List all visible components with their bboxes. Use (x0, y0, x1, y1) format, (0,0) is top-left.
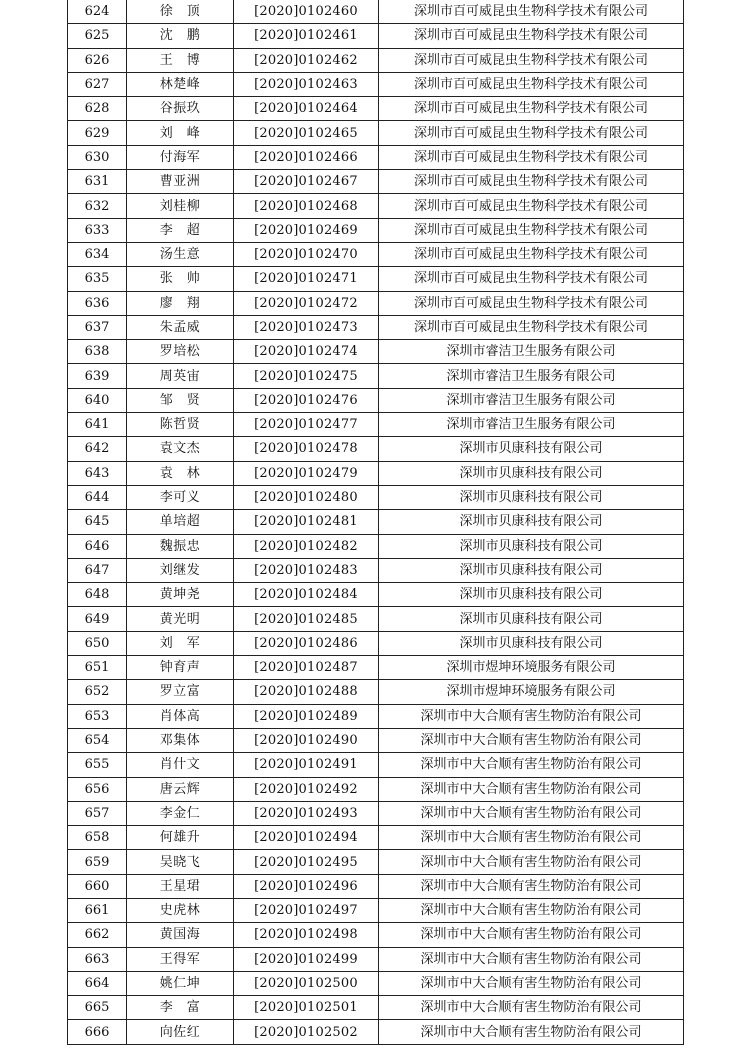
serial-number-cell: 632 (68, 194, 127, 218)
serial-number-cell: 662 (68, 923, 127, 947)
certificate-number-cell: [2020]0102485 (234, 607, 379, 631)
name-cell: 付海军 (127, 145, 234, 169)
table-row (68, 97, 684, 121)
company-cell: 深圳市中大合顺有害生物防治有限公司 (379, 947, 684, 971)
company-cell: 深圳市中大合顺有害生物防治有限公司 (379, 728, 684, 752)
name-cell: 李 富 (127, 996, 234, 1020)
serial-number-cell: 647 (68, 558, 127, 582)
table-row (68, 364, 684, 388)
company-cell: 深圳市百可威昆虫生物科学技术有限公司 (379, 0, 684, 24)
company-cell: 深圳市中大合顺有害生物防治有限公司 (379, 898, 684, 922)
table-row (68, 801, 684, 825)
name-cell: 张 帅 (127, 267, 234, 291)
certificate-number-cell: [2020]0102484 (234, 583, 379, 607)
certificate-number-cell: [2020]0102478 (234, 437, 379, 461)
table-row (68, 437, 684, 461)
name-cell: 徐 顶 (127, 0, 234, 24)
certificate-number-cell: [2020]0102468 (234, 194, 379, 218)
company-cell: 深圳市中大合顺有害生物防治有限公司 (379, 801, 684, 825)
table-row (68, 631, 684, 655)
serial-number-cell: 634 (68, 242, 127, 266)
certificate-number-cell: [2020]0102481 (234, 510, 379, 534)
name-cell: 李金仁 (127, 801, 234, 825)
table-row (68, 850, 684, 874)
table-row (68, 826, 684, 850)
serial-number-cell: 638 (68, 340, 127, 364)
certificate-number-cell: [2020]0102462 (234, 48, 379, 72)
certificate-number-cell: [2020]0102464 (234, 97, 379, 121)
certificate-number-cell: [2020]0102488 (234, 680, 379, 704)
serial-number-cell: 635 (68, 267, 127, 291)
company-cell: 深圳市贝康科技有限公司 (379, 583, 684, 607)
certificate-number-cell: [2020]0102493 (234, 801, 379, 825)
company-cell: 深圳市睿洁卫生服务有限公司 (379, 340, 684, 364)
name-cell: 刘继发 (127, 558, 234, 582)
name-cell: 林楚峰 (127, 72, 234, 96)
table-row (68, 898, 684, 922)
table-row (68, 923, 684, 947)
serial-number-cell: 636 (68, 291, 127, 315)
table-row (68, 607, 684, 631)
name-cell: 黄国海 (127, 923, 234, 947)
company-cell: 深圳市百可威昆虫生物科学技术有限公司 (379, 194, 684, 218)
serial-number-cell: 645 (68, 510, 127, 534)
table-row (68, 534, 684, 558)
company-cell: 深圳市贝康科技有限公司 (379, 631, 684, 655)
certificate-number-cell: [2020]0102477 (234, 413, 379, 437)
serial-number-cell: 639 (68, 364, 127, 388)
serial-number-cell: 629 (68, 121, 127, 145)
table-row (68, 971, 684, 995)
company-cell: 深圳市百可威昆虫生物科学技术有限公司 (379, 315, 684, 339)
serial-number-cell: 659 (68, 850, 127, 874)
company-cell: 深圳市中大合顺有害生物防治有限公司 (379, 826, 684, 850)
table-row (68, 413, 684, 437)
table-row (68, 0, 684, 24)
certificate-number-cell: [2020]0102473 (234, 315, 379, 339)
company-cell: 深圳市中大合顺有害生物防治有限公司 (379, 850, 684, 874)
company-cell: 深圳市百可威昆虫生物科学技术有限公司 (379, 145, 684, 169)
certificate-number-cell: [2020]0102502 (234, 1020, 379, 1044)
certificate-number-cell: [2020]0102496 (234, 874, 379, 898)
certificate-number-cell: [2020]0102501 (234, 996, 379, 1020)
company-cell: 深圳市贝康科技有限公司 (379, 510, 684, 534)
certificate-number-cell: [2020]0102494 (234, 826, 379, 850)
serial-number-cell: 644 (68, 485, 127, 509)
serial-number-cell: 643 (68, 461, 127, 485)
company-cell: 深圳市贝康科技有限公司 (379, 461, 684, 485)
serial-number-cell: 633 (68, 218, 127, 242)
certificate-number-cell: [2020]0102474 (234, 340, 379, 364)
name-cell: 向佐红 (127, 1020, 234, 1044)
certificate-number-cell: [2020]0102489 (234, 704, 379, 728)
company-cell: 深圳市贝康科技有限公司 (379, 534, 684, 558)
company-cell: 深圳市睿洁卫生服务有限公司 (379, 388, 684, 412)
table-row (68, 1020, 684, 1044)
certificate-number-cell: [2020]0102490 (234, 728, 379, 752)
name-cell: 李可义 (127, 485, 234, 509)
company-cell: 深圳市百可威昆虫生物科学技术有限公司 (379, 48, 684, 72)
table-row (68, 947, 684, 971)
table-row (68, 24, 684, 48)
serial-number-cell: 637 (68, 315, 127, 339)
certificate-number-cell: [2020]0102475 (234, 364, 379, 388)
company-cell: 深圳市中大合顺有害生物防治有限公司 (379, 704, 684, 728)
company-cell: 深圳市中大合顺有害生物防治有限公司 (379, 753, 684, 777)
certificate-number-cell: [2020]0102479 (234, 461, 379, 485)
name-cell: 黄光明 (127, 607, 234, 631)
name-cell: 周英宙 (127, 364, 234, 388)
serial-number-cell: 658 (68, 826, 127, 850)
company-cell: 深圳市百可威昆虫生物科学技术有限公司 (379, 170, 684, 194)
name-cell: 刘 峰 (127, 121, 234, 145)
company-cell: 深圳市中大合顺有害生物防治有限公司 (379, 874, 684, 898)
company-cell: 深圳市百可威昆虫生物科学技术有限公司 (379, 291, 684, 315)
roster-table-body (68, 0, 684, 1044)
company-cell: 深圳市百可威昆虫生物科学技术有限公司 (379, 72, 684, 96)
name-cell: 沈 鹏 (127, 24, 234, 48)
serial-number-cell: 625 (68, 24, 127, 48)
company-cell: 深圳市百可威昆虫生物科学技术有限公司 (379, 267, 684, 291)
table-row (68, 48, 684, 72)
name-cell: 肖体高 (127, 704, 234, 728)
table-row (68, 340, 684, 364)
serial-number-cell: 665 (68, 996, 127, 1020)
serial-number-cell: 652 (68, 680, 127, 704)
certificate-number-cell: [2020]0102480 (234, 485, 379, 509)
name-cell: 邓集体 (127, 728, 234, 752)
company-cell: 深圳市中大合顺有害生物防治有限公司 (379, 777, 684, 801)
table-row (68, 121, 684, 145)
certificate-number-cell: [2020]0102465 (234, 121, 379, 145)
name-cell: 肖什文 (127, 753, 234, 777)
certificate-number-cell: [2020]0102461 (234, 24, 379, 48)
company-cell: 深圳市百可威昆虫生物科学技术有限公司 (379, 24, 684, 48)
name-cell: 曹亚洲 (127, 170, 234, 194)
certificate-number-cell: [2020]0102460 (234, 0, 379, 24)
company-cell: 深圳市贝康科技有限公司 (379, 437, 684, 461)
name-cell: 单培超 (127, 510, 234, 534)
certificate-number-cell: [2020]0102466 (234, 145, 379, 169)
name-cell: 王星珺 (127, 874, 234, 898)
serial-number-cell: 650 (68, 631, 127, 655)
name-cell: 唐云辉 (127, 777, 234, 801)
serial-number-cell: 631 (68, 170, 127, 194)
company-cell: 深圳市睿洁卫生服务有限公司 (379, 413, 684, 437)
serial-number-cell: 649 (68, 607, 127, 631)
name-cell: 何雄升 (127, 826, 234, 850)
serial-number-cell: 640 (68, 388, 127, 412)
name-cell: 袁文杰 (127, 437, 234, 461)
serial-number-cell: 654 (68, 728, 127, 752)
name-cell: 黄坤尧 (127, 583, 234, 607)
company-cell: 深圳市中大合顺有害生物防治有限公司 (379, 1020, 684, 1044)
name-cell: 刘 军 (127, 631, 234, 655)
serial-number-cell: 656 (68, 777, 127, 801)
serial-number-cell: 657 (68, 801, 127, 825)
serial-number-cell: 641 (68, 413, 127, 437)
certificate-number-cell: [2020]0102470 (234, 242, 379, 266)
certificate-number-cell: [2020]0102476 (234, 388, 379, 412)
company-cell: 深圳市贝康科技有限公司 (379, 558, 684, 582)
company-cell: 深圳市中大合顺有害生物防治有限公司 (379, 971, 684, 995)
table-row (68, 996, 684, 1020)
serial-number-cell: 624 (68, 0, 127, 24)
certificate-number-cell: [2020]0102497 (234, 898, 379, 922)
table-row (68, 291, 684, 315)
certificate-number-cell: [2020]0102471 (234, 267, 379, 291)
company-cell: 深圳市百可威昆虫生物科学技术有限公司 (379, 242, 684, 266)
serial-number-cell: 663 (68, 947, 127, 971)
certificate-number-cell: [2020]0102498 (234, 923, 379, 947)
company-cell: 深圳市贝康科技有限公司 (379, 485, 684, 509)
serial-number-cell: 646 (68, 534, 127, 558)
table-row (68, 656, 684, 680)
serial-number-cell: 664 (68, 971, 127, 995)
name-cell: 史虎林 (127, 898, 234, 922)
table-row (68, 72, 684, 96)
table-row (68, 583, 684, 607)
certificate-number-cell: [2020]0102472 (234, 291, 379, 315)
table-row (68, 145, 684, 169)
table-row (68, 194, 684, 218)
serial-number-cell: 628 (68, 97, 127, 121)
name-cell: 陈哲贤 (127, 413, 234, 437)
name-cell: 李 超 (127, 218, 234, 242)
name-cell: 刘桂柳 (127, 194, 234, 218)
name-cell: 罗立富 (127, 680, 234, 704)
serial-number-cell: 653 (68, 704, 127, 728)
company-cell: 深圳市中大合顺有害生物防治有限公司 (379, 996, 684, 1020)
serial-number-cell: 666 (68, 1020, 127, 1044)
company-cell: 深圳市中大合顺有害生物防治有限公司 (379, 923, 684, 947)
company-cell: 深圳市煜坤环境服务有限公司 (379, 656, 684, 680)
name-cell: 廖 翔 (127, 291, 234, 315)
roster-table (67, 0, 684, 1045)
serial-number-cell: 626 (68, 48, 127, 72)
table-row (68, 680, 684, 704)
company-cell: 深圳市百可威昆虫生物科学技术有限公司 (379, 121, 684, 145)
certificate-number-cell: [2020]0102463 (234, 72, 379, 96)
certificate-number-cell: [2020]0102492 (234, 777, 379, 801)
table-row (68, 777, 684, 801)
certificate-number-cell: [2020]0102499 (234, 947, 379, 971)
name-cell: 王得军 (127, 947, 234, 971)
table-row (68, 170, 684, 194)
serial-number-cell: 630 (68, 145, 127, 169)
certificate-number-cell: [2020]0102483 (234, 558, 379, 582)
company-cell: 深圳市百可威昆虫生物科学技术有限公司 (379, 218, 684, 242)
table-row (68, 267, 684, 291)
certificate-number-cell: [2020]0102467 (234, 170, 379, 194)
company-cell: 深圳市贝康科技有限公司 (379, 607, 684, 631)
company-cell: 深圳市煜坤环境服务有限公司 (379, 680, 684, 704)
name-cell: 朱孟威 (127, 315, 234, 339)
name-cell: 袁 林 (127, 461, 234, 485)
name-cell: 吴晓飞 (127, 850, 234, 874)
table-row (68, 315, 684, 339)
serial-number-cell: 648 (68, 583, 127, 607)
certificate-number-cell: [2020]0102487 (234, 656, 379, 680)
name-cell: 罗培松 (127, 340, 234, 364)
serial-number-cell: 642 (68, 437, 127, 461)
name-cell: 钟育声 (127, 656, 234, 680)
certificate-number-cell: [2020]0102491 (234, 753, 379, 777)
table-row (68, 510, 684, 534)
table-row (68, 242, 684, 266)
serial-number-cell: 651 (68, 656, 127, 680)
name-cell: 姚仁坤 (127, 971, 234, 995)
name-cell: 王 博 (127, 48, 234, 72)
table-row (68, 461, 684, 485)
company-cell: 深圳市百可威昆虫生物科学技术有限公司 (379, 97, 684, 121)
table-row (68, 728, 684, 752)
table-row (68, 874, 684, 898)
name-cell: 汤生意 (127, 242, 234, 266)
table-row (68, 388, 684, 412)
table-row (68, 558, 684, 582)
table-row (68, 485, 684, 509)
name-cell: 谷振玖 (127, 97, 234, 121)
certificate-number-cell: [2020]0102495 (234, 850, 379, 874)
name-cell: 邹 贤 (127, 388, 234, 412)
company-cell: 深圳市睿洁卫生服务有限公司 (379, 364, 684, 388)
certificate-number-cell: [2020]0102500 (234, 971, 379, 995)
serial-number-cell: 655 (68, 753, 127, 777)
serial-number-cell: 660 (68, 874, 127, 898)
certificate-number-cell: [2020]0102469 (234, 218, 379, 242)
serial-number-cell: 661 (68, 898, 127, 922)
certificate-number-cell: [2020]0102482 (234, 534, 379, 558)
table-row (68, 218, 684, 242)
table-row (68, 704, 684, 728)
serial-number-cell: 627 (68, 72, 127, 96)
table-row (68, 753, 684, 777)
certificate-number-cell: [2020]0102486 (234, 631, 379, 655)
name-cell: 魏振忠 (127, 534, 234, 558)
